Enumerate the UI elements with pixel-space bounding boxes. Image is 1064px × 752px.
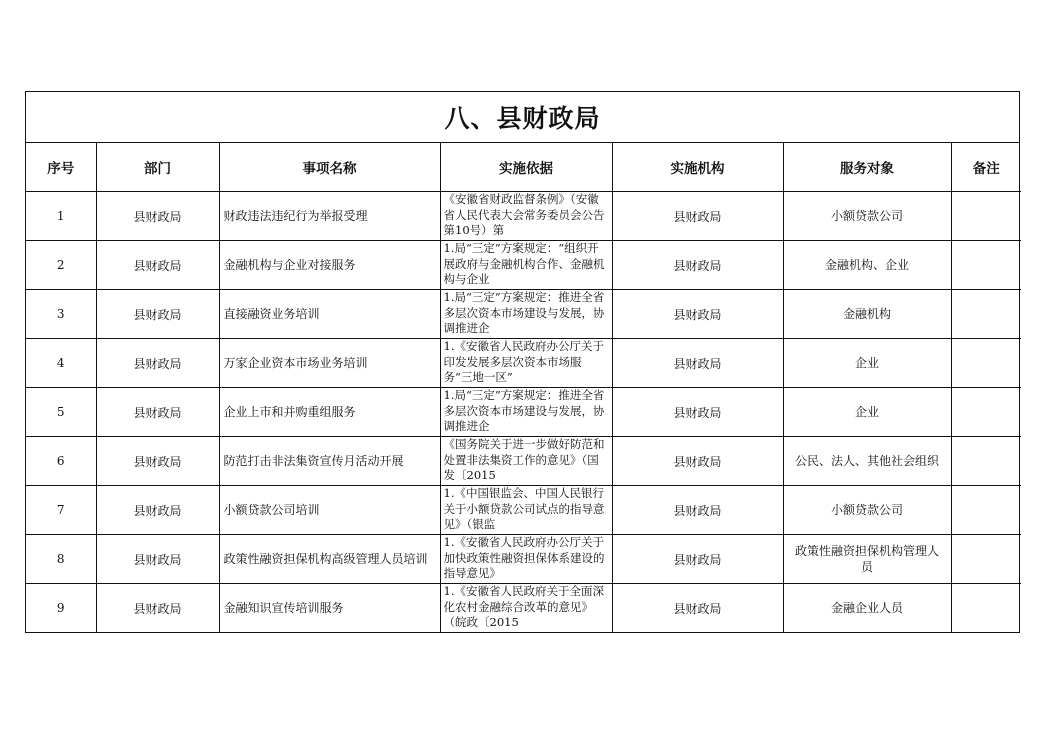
cell-target: 企业 [783, 339, 951, 388]
cell-basis [440, 388, 612, 437]
table-row [26, 192, 1021, 241]
cell-basis [440, 437, 612, 486]
cell-target: 金融机构 [783, 290, 951, 339]
cell-dept: 县财政局 [96, 339, 219, 388]
cell-note [951, 241, 1021, 290]
cell-agency: 县财政局 [612, 192, 783, 241]
table-row [26, 486, 1021, 535]
cell-index: 6 [26, 437, 96, 486]
cell-basis-text: 《安徽省财政监督条例》（安徽省人民代表大会常务委员会公告第10号）第 [443, 192, 605, 237]
service-table-sheet [25, 91, 1020, 633]
cell-item: 政策性融资担保机构高级管理人员培训 [219, 535, 440, 584]
cell-item: 财政违法违纪行为举报受理 [219, 192, 440, 241]
cell-item: 直接融资业务培训 [219, 290, 440, 339]
cell-basis-text: 1.局“三定”方案规定：推进全省多层次资本市场建设与发展，协调推进企 [443, 290, 605, 335]
cell-basis-text: 1.《安徽省人民政府关于全面深化农村金融综合改革的意见》（皖政〔2015 [443, 584, 604, 629]
cell-dept: 县财政局 [96, 437, 219, 486]
cell-item: 金融机构与企业对接服务 [219, 241, 440, 290]
cell-index: 4 [26, 339, 96, 388]
cell-basis-text: 《国务院关于进一步做好防范和处置非法集资工作的意见》（国发〔2015 [443, 437, 605, 482]
cell-target: 小额贷款公司 [783, 192, 951, 241]
cell-note [951, 437, 1021, 486]
header-dept: 部门 [96, 143, 219, 192]
cell-dept: 县财政局 [96, 486, 219, 535]
cell-target: 企业 [783, 388, 951, 437]
cell-agency: 县财政局 [612, 290, 783, 339]
cell-target: 政策性融资担保机构管理人员 [783, 535, 951, 584]
cell-item: 小额贷款公司培训 [219, 486, 440, 535]
cell-dept: 县财政局 [96, 388, 219, 437]
cell-basis [440, 192, 612, 241]
cell-agency: 县财政局 [612, 486, 783, 535]
cell-basis-text: 1.《中国银监会、中国人民银行关于小额贷款公司试点的指导意见》（银监 [443, 486, 605, 531]
cell-index: 3 [26, 290, 96, 339]
cell-note [951, 339, 1021, 388]
table-row [26, 437, 1021, 486]
page-title: 八、县财政局 [26, 92, 1019, 143]
cell-index: 5 [26, 388, 96, 437]
cell-target: 金融机构、企业 [783, 241, 951, 290]
cell-note [951, 290, 1021, 339]
cell-index: 9 [26, 584, 96, 633]
cell-note [951, 192, 1021, 241]
cell-agency: 县财政局 [612, 241, 783, 290]
header-target: 服务对象 [783, 143, 951, 192]
cell-target: 金融企业人员 [783, 584, 951, 633]
table-row [26, 339, 1021, 388]
cell-dept: 县财政局 [96, 290, 219, 339]
cell-index: 1 [26, 192, 96, 241]
table-row [26, 388, 1021, 437]
cell-dept: 县财政局 [96, 584, 219, 633]
cell-basis [440, 535, 612, 584]
cell-agency: 县财政局 [612, 535, 783, 584]
cell-index: 8 [26, 535, 96, 584]
cell-target: 公民、法人、其他社会组织 [783, 437, 951, 486]
cell-basis [440, 339, 612, 388]
cell-basis-text: 1.《安徽省人民政府办公厅关于加快政策性融资担保体系建设的指导意见》 [443, 535, 605, 580]
cell-note [951, 486, 1021, 535]
cell-target: 小额贷款公司 [783, 486, 951, 535]
cell-note [951, 388, 1021, 437]
cell-index: 2 [26, 241, 96, 290]
header-basis: 实施依据 [440, 143, 612, 192]
cell-dept: 县财政局 [96, 192, 219, 241]
table-header-row [26, 143, 1021, 192]
table-row [26, 290, 1021, 339]
cell-item: 金融知识宣传培训服务 [219, 584, 440, 633]
cell-note [951, 535, 1021, 584]
service-table [26, 143, 1021, 632]
table-row [26, 584, 1021, 633]
header-item: 事项名称 [219, 143, 440, 192]
cell-basis-text: 1.《安徽省人民政府办公厅关于印发发展多层次资本市场服务“三地一区” [443, 339, 604, 384]
cell-item: 企业上市和并购重组服务 [219, 388, 440, 437]
header-note: 备注 [951, 143, 1021, 192]
cell-agency: 县财政局 [612, 388, 783, 437]
cell-agency: 县财政局 [612, 584, 783, 633]
cell-index: 7 [26, 486, 96, 535]
cell-dept: 县财政局 [96, 241, 219, 290]
table-row [26, 241, 1021, 290]
cell-item: 防范打击非法集资宣传月活动开展 [219, 437, 440, 486]
cell-basis-text: 1.局“三定”方案规定：推进全省多层次资本市场建设与发展，协调推进企 [443, 388, 605, 433]
cell-agency: 县财政局 [612, 437, 783, 486]
cell-basis [440, 241, 612, 290]
cell-note [951, 584, 1021, 633]
cell-basis [440, 584, 612, 633]
cell-item: 万家企业资本市场业务培训 [219, 339, 440, 388]
cell-basis [440, 290, 612, 339]
cell-basis [440, 486, 612, 535]
cell-basis-text: 1.局“三定”方案规定：“组织开展政府与金融机构合作、金融机构与企业 [443, 241, 605, 286]
cell-agency: 县财政局 [612, 339, 783, 388]
header-agency: 实施机构 [612, 143, 783, 192]
header-index: 序号 [26, 143, 96, 192]
cell-dept: 县财政局 [96, 535, 219, 584]
table-row [26, 535, 1021, 584]
